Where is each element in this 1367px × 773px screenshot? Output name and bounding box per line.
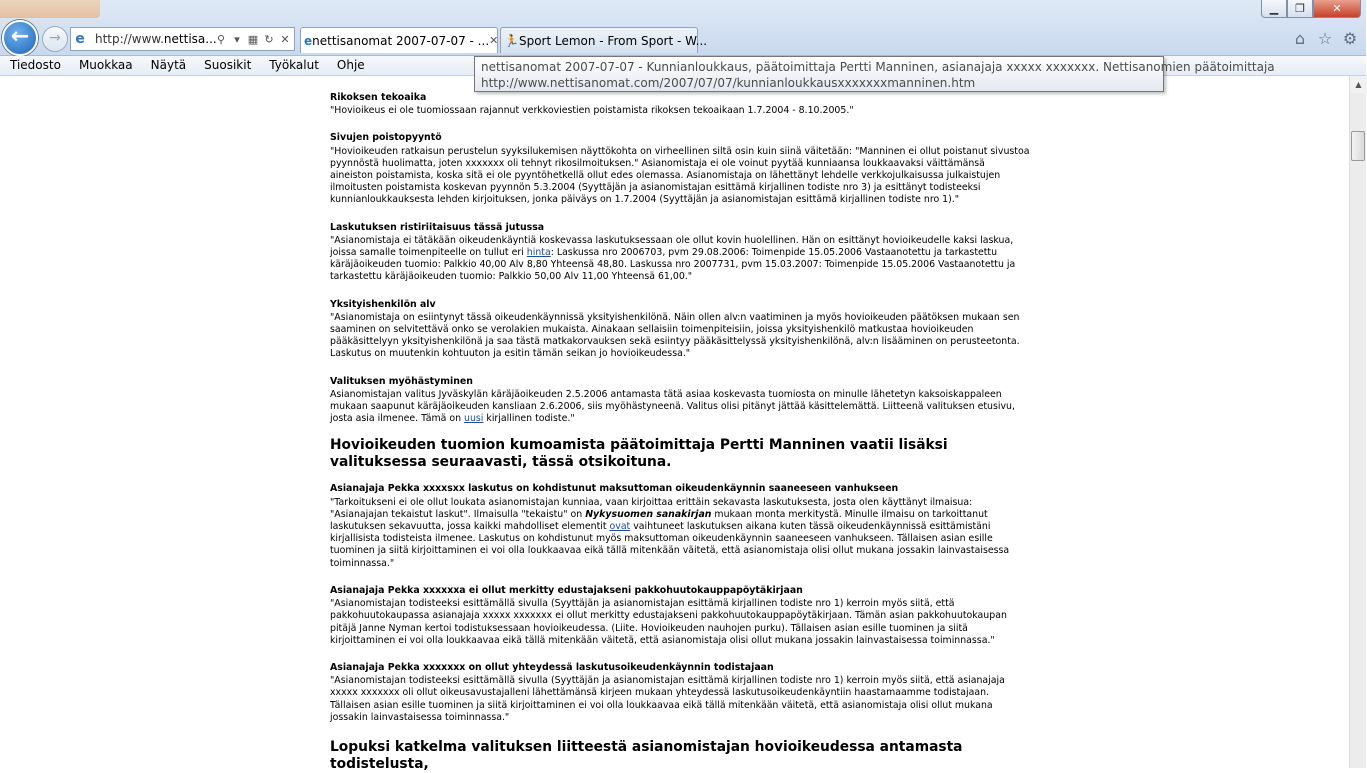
section-text (330, 389, 1030, 426)
article-content (330, 92, 1030, 773)
section-text: "Asianomistaja on esiintynyt tässä oikeudenkäynnissä yksityishenkilönä. Näin ollen alv:n vaatiminen ja myös hovioikeuden päätöksen mukaan sen saaminen on selvitettävä onko se verolakien mukaista. Ainakaan sellaisiin toimenpiteisiin, joissa yksityishenkilö matkustaa hovioikeuden pääkäsittelyyn yksityishenkilönä ja saa tästä matkakorvauksen sekä esiintyy pääkäsittelyssä yksityishenkilönä, alv:n lisääminen on perusteetonta. Laskutus on muutenkin kohtuuton ja esitin tämän seikan jo hovioikeudessa." (330, 311, 1020, 360)
menu-help[interactable]: Ohje (336, 58, 365, 72)
section-late-appeal (330, 376, 1030, 426)
gear-icon[interactable]: ⚙ (1342, 29, 1358, 48)
tab-sport-lemon[interactable] (500, 27, 708, 53)
section-title: Valituksen myöhästyminen (330, 375, 473, 387)
menu-tools[interactable]: Työkalut (269, 58, 319, 72)
menu-view[interactable]: Näytä (150, 58, 187, 72)
address-url[interactable] (95, 32, 217, 46)
refresh-icon[interactable]: ↻ (264, 32, 274, 46)
menu-favorites[interactable]: Suosikit (204, 58, 252, 72)
heading-appeal-demands: Hovioikeuden tuomion kumoamista päätoimittaja Pertti Manninen vaatii lisäksi valituksessa seuraavasti, tässä otsikoituna. (330, 437, 948, 471)
scrollbar-thumb[interactable] (1351, 131, 1365, 161)
forward-button[interactable] (42, 26, 68, 52)
tab-label: nettisanomat 2007-07-07 - ... (312, 33, 490, 48)
dropdown-icon[interactable]: ▾ (234, 32, 240, 46)
browser-chrome (0, 0, 1366, 56)
address-url-domain: nettisa... (163, 32, 217, 46)
text-part: mukaan monta merkitystä. Minulle ilmaisu on tarkoittanut laskutuksen sekavuutta, jossa kaikki mahdolliset elementit (330, 508, 988, 533)
section-private-vat (330, 299, 1030, 361)
stop-icon[interactable]: ✕ (280, 32, 290, 46)
tooltip-url: http://www.nettisanomat.com/2007/07/07/kunnianloukkausxxxxxxxmanninen.htm (481, 76, 976, 90)
section-title: Asianajaja Pekka xxxxxxx on ollut yhteydessä laskutusoikeudenkäynnin todistajaan (330, 661, 774, 673)
tab-label: Sport Lemon - From Sport - W... (518, 33, 708, 48)
section-removal-request (330, 132, 1030, 206)
new-tab-button[interactable] (700, 30, 728, 52)
window-title-glow (0, 0, 100, 18)
section-title: Yksityishenkilön alv (330, 298, 436, 310)
search-icon[interactable]: ⚲ (216, 32, 226, 46)
home-icon[interactable]: ⌂ (1294, 29, 1306, 48)
text-part: "Tarkoitukseni ei ole ollut loukata asianomistajan kunniaa, vaan kirjoittaa erittäin sekavasta laskutuksesta, josta olen käyttänyt ilmaisua: "Asianajajan tekaistut laskut". Ilmaisulla "tekaistu" on (330, 496, 973, 520)
text-part: kirjallinen todiste." (483, 413, 575, 425)
runner-icon: 🏃 (504, 33, 519, 48)
close-window-button[interactable]: ✕ (1313, 0, 1361, 18)
forward-arrow-icon: → (49, 30, 61, 46)
section-text: "Asianomistajan todisteeksi esittämällä sivulla (Syyttäjän ja asianomistajan esittämä kirjallinen todiste nro 1) kerroin myös siitä, että asianajaja xxxxx xxxxxxx oli ollut oikeusavustajalleni lähettämänsä kirjeen mukaan yhteydessä laskutusoikeudenkäyntiin haastamaamme todistajaan. Tällaisen asian esille tuominen ja siitä kirjoittaminen ei voi olla loukkaavaa eikä tällä mitenkään väitetä, että asianomistaja olisi ollut mukana jossakin lainvastaisessa toiminnassa." (330, 675, 1005, 723)
section-billing-contradiction (330, 222, 1030, 284)
section-crime-time (330, 92, 1030, 117)
section-text: "Hovioikeus ei ole tuomiossaan rajannut verkkoviestien poistamista rikoksen tekoaikaan 1.7.2004 - 8.10.2005." (330, 105, 854, 117)
link-ovat[interactable]: ovat (609, 521, 631, 533)
tab-close-icon[interactable]: ✕ (489, 34, 499, 47)
compatibility-view-icon[interactable]: ▦ (247, 32, 259, 46)
tooltip-title: nettisanomat 2007-07-07 - Kunnianloukkaus, päätoimittaja Pertti Manninen, asianajaja xxxxx xxxxxxx. Nettisanomien päätoimittaja (481, 60, 1275, 74)
link-uusi[interactable]: uusi (464, 413, 484, 425)
section-witness-contact (330, 662, 1030, 724)
back-button[interactable] (2, 20, 38, 56)
vertical-scrollbar[interactable] (1349, 76, 1366, 768)
section-text (330, 497, 1030, 570)
section-text: "Asianomistajan todisteeksi esittämällä sivulla (Syyttäjän ja asianomistajan esittämä kirjallinen todiste nro 1) kerroin myös siitä, että pakkohuutokaupassa asianajaja xxxxx xxxxxxx ei ollut merkitty edustajakseni pakkohuutokauppapöytäkirjaan. Tämän asian pakkohuutokaupan pitäjä Janne Nyman kertoi todistuksessaan hovioikeudessa. (Liite. Hovioikeuden nauhojen purku). Tällaisen asian esille tuominen ja siitä kirjoittaminen ei voi olla loukkaavaa eikä tällä mitenkään väitetä, että asianomistaja olisi ollut mukana jossakin lainvastaisessa toiminnassa." (330, 598, 1007, 646)
section-title: Rikoksen tekoaika (330, 92, 427, 103)
section-title: Asianajaja Pekka xxxxxxa ei ollut merkitty edustajakseni pakkohuutokauppapöytäkirjaan (330, 584, 803, 596)
text-part: "Asianomistaja ei tätäkään oikeudenkäyntiä koskevassa laskutuksessaan ole ollut kovin huolellinen. Hän on esittänyt hovioikeudelle kaksi laskua, joissa samalle toimenpiteelle on tullut eri (330, 234, 1014, 259)
section-auction-record (330, 585, 1030, 647)
section-title: Laskutuksen ristiriitaisuus tässä jutussa (330, 221, 545, 233)
minimize-button[interactable]: ▁ (1261, 0, 1287, 18)
maximize-button[interactable]: ❐ (1287, 0, 1313, 18)
back-arrow-icon: ← (10, 24, 30, 49)
section-title: Asianajaja Pekka xxxxsxx laskutus on kohdistunut maksuttoman oikeudenkäynnin saaneeseen vanhukseen (330, 483, 899, 495)
scroll-up-arrow-icon[interactable]: ▲ (1350, 76, 1367, 93)
dictionary-name: Nykysuomen sanakirjan (585, 508, 712, 520)
favorites-star-icon[interactable]: ☆ (1317, 29, 1333, 48)
link-hinta[interactable]: hinta (526, 247, 551, 259)
tab-nettisanomat[interactable] (300, 27, 498, 53)
ie-page-icon: e (75, 31, 85, 47)
section-title: Sivujen poistopyyntö (330, 132, 442, 144)
address-bar[interactable] (70, 27, 295, 51)
text-part: vaihtuneet laskutuksen aikana kuten tässä oikeudenkäynnissä esittämistäni kirjallisista todisteista ilmenee. Laskutus on kohdistunut myös maksuttoman oikeudenkäynnin saaneeseen vanhukseen. Tällaisen asian esille tuominen ja siitä kirjoittaminen ei voi olla loukkaavaa eikä tällä mitenkään väitetä, että asianomistaja olisi ollut mukana jossakin lainvastaisessa toiminnassa." (330, 521, 1010, 569)
text-part: Asianomistajan valitus Jyväskylän käräjäoikeuden 2.5.2006 antamasta tätä asiaa koskevasta tuomiosta on minulle lähetetyn kaksoiskappaleen mukaan saapunut käräjäoikeuden kansliaan 2.6.2006, siis myöhästyneenä. Valitus olisi pitänyt jättää käsittelemättä. Liitteenä valituksen etusivu, josta asia ilmenee. Tämä on (330, 388, 1015, 425)
section-text (330, 235, 1030, 284)
section-billing-elderly (330, 483, 1030, 569)
menu-edit[interactable]: Muokkaa (78, 58, 133, 72)
ie-tab-icon: e (304, 33, 313, 48)
tab-tooltip (474, 56, 1275, 92)
text-part: : Laskussa nro 2006703, pvm 29.08.2006: Toimenpide 15.05.2006 Vastaanotettu ja tarkastettu käräjäoikeuden tuomio: Palkkio 40,00 Alv 8,80 Yhteensä 48,80. Laskussa nro 2007731, pvm 15.03.2007: Toimenpide 15.05.2006 Vastaanotettu ja tarkastettu käräjäoikeuden tuomio: Palkkio 50,00 Alv 11,00 Yhteensä 61,00." (330, 247, 1016, 283)
menu-file[interactable]: Tiedosto (10, 58, 61, 72)
address-url-prefix: http://www. (95, 32, 164, 46)
section-text: "Hovioikeuden ratkaisun perustelun syyksilukemisen näyttökohta on virheellinen siltä osin kuin siinä väitetään: "Manninen ei ollut poistanut sivustoa pyynnöstä huolimatta, joten xxxxxxx oli tehnyt rikosilmoituksen." Asianomistaja ei ole voinut pyytää kunniaansa loukkaavaksi väittämänsä aineiston poistamista, koska sitä ei ole pyyntöhetkellä ollut edes olemassa. Asianomistaja on lähettänyt lehdelle verkkojulkaisussa julkaistujen ilmoitusten poistamista koskevan pyynnön 5.3.2004 (Syyttäjän ja asianomistajan esittämä kirjallinen todiste nro 3) ja esittänyt todisteeksi kunnianloukkauksesta lehden kirjoituksen, jonka päiväys on 1.7.2004 (Syyttäjän ja asianomistajan esittämä kirjallinen todiste nro 1)." (330, 145, 1030, 206)
heading-excerpt: Lopuksi katkelma valituksen liitteestä asianomistajan hovioikeudessa antamasta todistelusta, (330, 738, 963, 772)
